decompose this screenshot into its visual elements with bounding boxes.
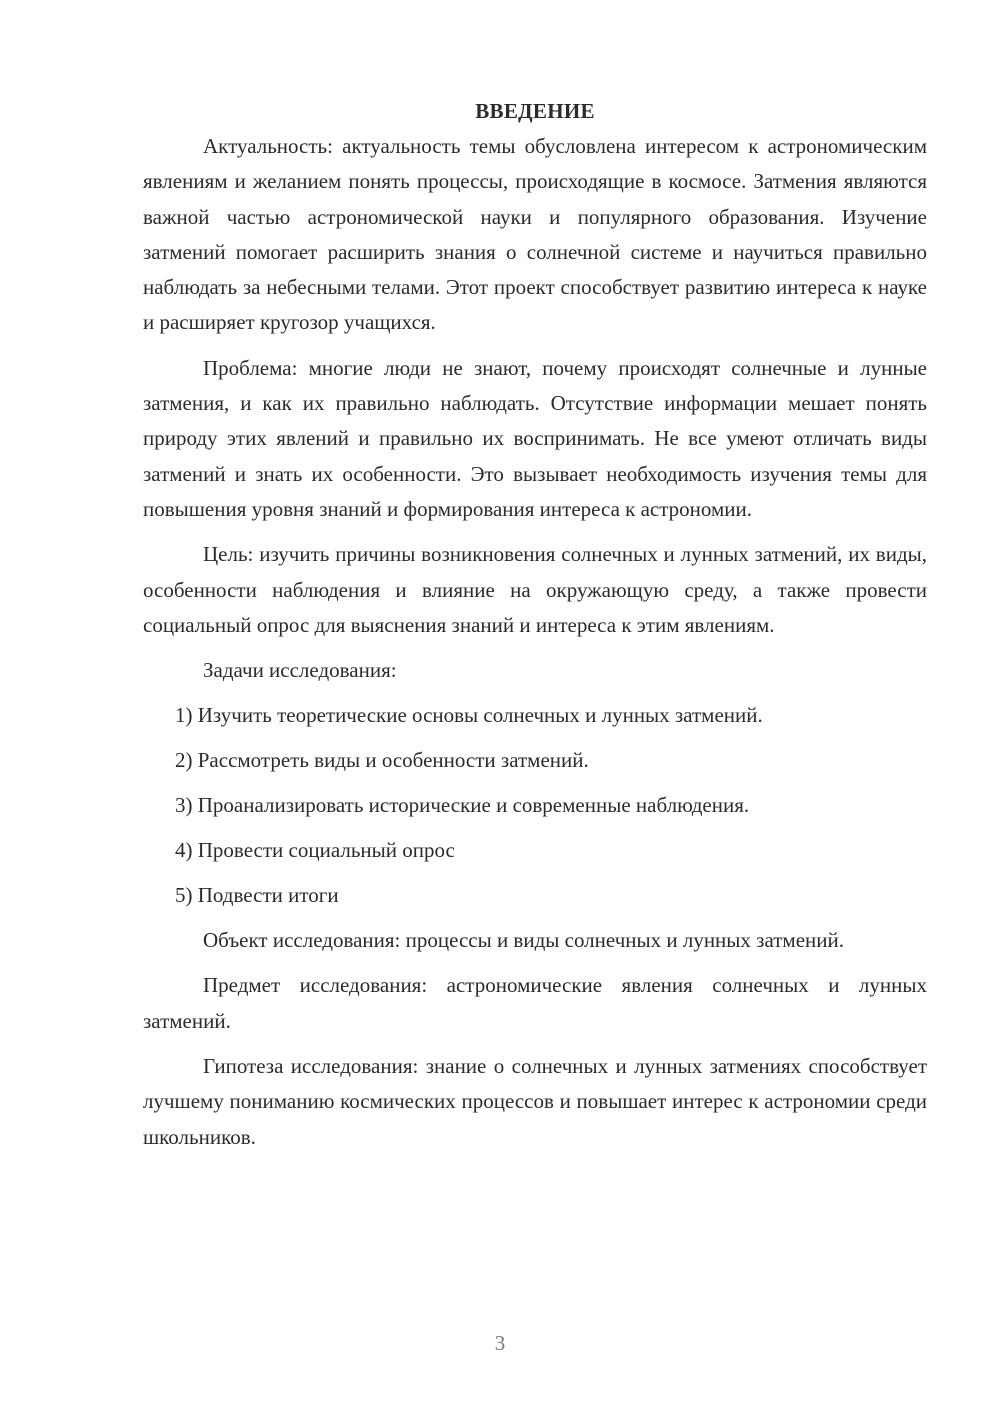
page-number: 3 [494,1331,506,1355]
tasks-heading: Задачи исследования: [203,658,397,683]
task-item-1: 1) Изучить теоретические основы солнечных и лунных затмений. [175,703,763,728]
page-title: ВВЕДЕНИЕ [475,99,595,123]
task-item-2: 2) Рассмотреть виды и особенности затмений. [175,748,589,773]
document-page [143,96,927,1336]
task-list [143,698,927,913]
relevance-paragraph: Актуальность: актуальность темы обусловлена интересом к астрономическим явлениям и желанием понять процессы, происходящие в космосе. Затмения являются важной частью астрономической науки и популярного образования. Изучение затмений помогает расширить знания о солнечной системе и научиться правильно наблюдать за небесными телами. Этот проект способствует развитию интереса к науке и расширяет кругозор учащихся. [143,134,927,335]
hypothesis-paragraph: Гипотеза исследования: знание о солнечных и лунных затмениях способствует лучшему пониманию космических процессов и повышает интерес к астрономии среди школьников. [143,1054,927,1149]
task-item-3: 3) Проанализировать исторические и современные наблюдения. [175,793,750,818]
task-item-4: 4) Провести социальный опрос [175,838,455,863]
goal-paragraph: Цель: изучить причины возникновения солнечных и лунных затмений, их виды, особенности наблюдения и влияние на окружающую среду, а также провести социальный опрос для выяснения знаний и интереса к этим явлениям. [143,542,927,637]
object-paragraph: Объект исследования: процессы и виды солнечных и лунных затмений. [203,928,844,953]
problem-paragraph: Проблема: многие люди не знают, почему происходят солнечные и лунные затмения, и как их правильно наблюдать. Отсутствие информации мешает понять природу этих явлений и правильно их воспринимать. Не все умеют отличать виды затмений и знать их особенности. Это вызывает необходимость изучения темы для повышения уровня знаний и формирования интереса к астрономии. [143,355,927,521]
task-item-5: 5) Подвести итоги [175,883,339,908]
subject-paragraph: Предмет исследования: астрономические явления солнечных и лунных затмений. [143,973,927,1033]
